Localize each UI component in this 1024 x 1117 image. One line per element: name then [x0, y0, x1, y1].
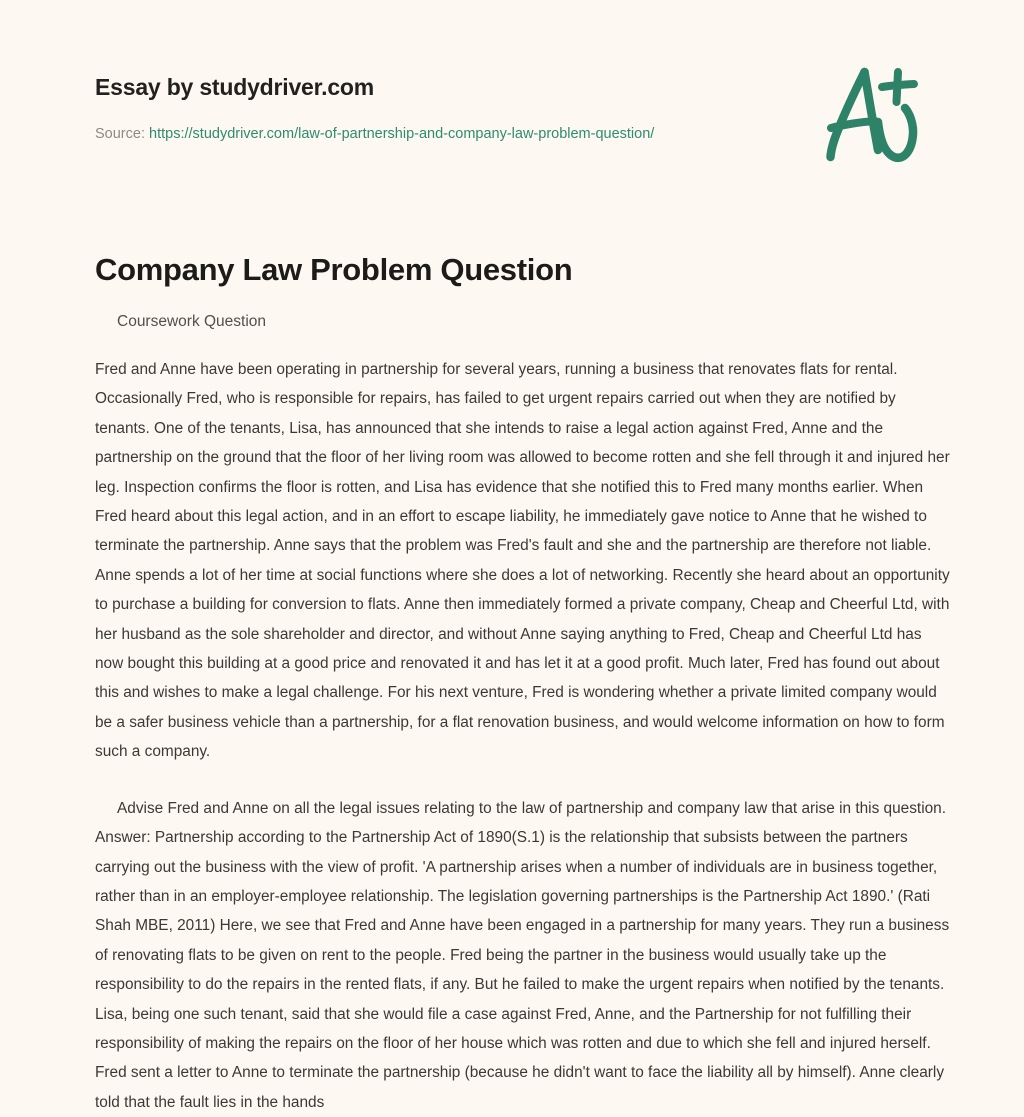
article-paragraph-1: Fred and Anne have been operating in partnership for several years, running a business that renovates flats for rental. Occasionally Fred, who is responsible for repairs, has failed to get urgent repairs carried out when they are notified by tenants. One of the tenants, Lisa, has announced that she intends to raise a legal action against Fred, Anne and the partnership on the ground that the floor of her living room was allowed to become rotten and she fell through it and injured her leg. Inspection confirms the floor is rotten, and Lisa has evidence that she notified this to Fred many months earlier. When Fred heard about this legal action, and in an effort to escape liability, he immediately gave notice to Anne that he wished to terminate the partnership. Anne says that the problem was Fred's fault and she and the partnership are therefore not liable. Anne spends a lot of her time at social functions where she does a lot of networking. Recently she heard about an opportunity to purchase a building for conversion to flats. Anne then immediately formed a private company, Cheap and Cheerful Ltd, with her husband as the sole shareholder and director, and without Anne saying anything to Fred, Cheap and Cheerful Ltd has now bought this building at a good price and renovated it and has let it at a good profit. Much later, Fred has found out about this and wishes to make a legal challenge. For his next venture, Fred is wondering whether a private limited company would be a safer business vehicle than a partnership, for a flat renovation business, and would welcome information on how to form such a company.: [95, 361, 950, 761]
byline: Essay by studydriver.com: [95, 74, 375, 100]
page-header: [0, 0, 1024, 200]
page-title: Company Law Problem Question: [95, 252, 573, 287]
article-body: [95, 250, 951, 1117]
a-plus-logo-icon: [812, 58, 932, 173]
source-label: Source:: [95, 126, 145, 142]
article-subtitle: Coursework Question: [117, 313, 267, 330]
article-paragraph-2: Advise Fred and Anne on all the legal issues relating to the law of partnership and company law that arise in this question. Answer: Partnership according to the Partnership Act of 1890(S.1) is the relationship that subsists between the partners carrying out the business with the view of profit. 'A partnership arises when a number of individuals are in business together, rather than in an employer-employee relationship. The legislation governing partnerships is the Partnership Act 1890.' (Rati Shah MBE, 2011) Here, we see that Fred and Anne have been engaged in a partnership for many years. They run a business of renovating flats to be given on rent to the people. Fred being the partner in the business would usually take up the responsibility to do the repairs in the rented flats, if any. But he failed to make the urgent repairs when notified by the tenants. Lisa, being one such tenant, said that she would file a case against Fred, Anne, and the Partnership for not fulfilling their responsibility of making the repairs on the floor of her house which was rotten and due to which she fell and injured herself. Fred sent a letter to Anne to terminate the partnership (because he didn't want to face the liability all by himself). Anne clearly told that the fault lies in the hands: [95, 799, 950, 1111]
source-line: [95, 126, 654, 142]
source-url-link[interactable]: https://studydriver.com/law-of-partnership-and-company-law-problem-question/: [149, 126, 655, 142]
